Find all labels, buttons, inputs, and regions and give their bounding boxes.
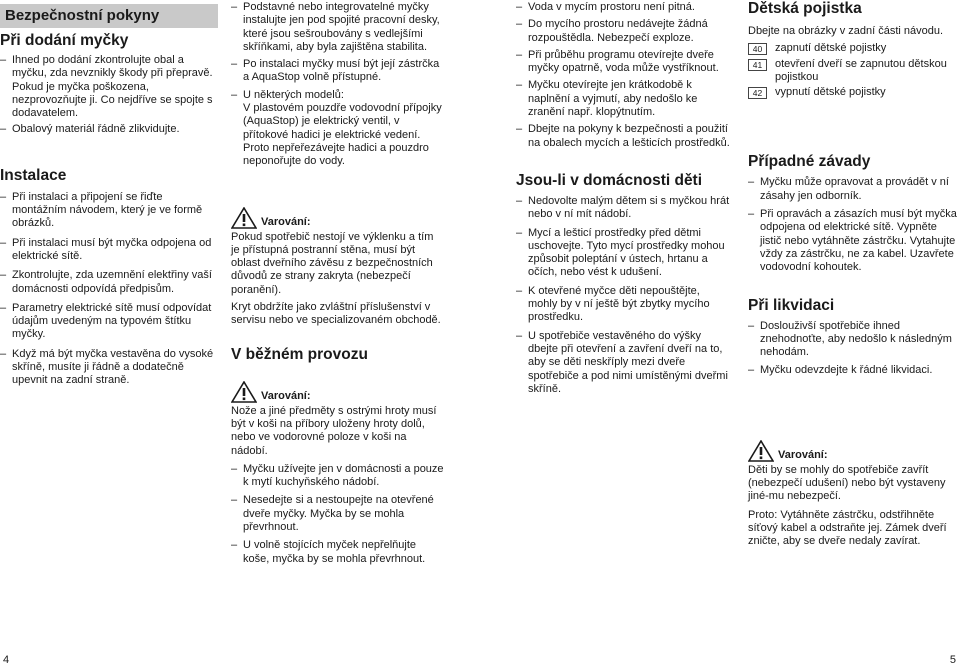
list-item: – Myčku může opravovat a provádět v ní zásahy jen odborník.	[748, 176, 959, 203]
list-item: – Parametry elektrické sítě musí odpovídat údajům uvedeným na typovém štítku myčky.	[0, 302, 218, 342]
list-item: – Podstavné nebo integrovatelné myčky instalujte jen pod spojité pracovní desky, které jsou sešroubovány s vedlejšími skříňkami, aby byla zajištěna stabilita.	[231, 1, 444, 54]
list-item: – Když má být myčka vestavěna do vysoké skříně, musíte ji řádně a dodatečně upevnit na zadní straně.	[0, 348, 218, 388]
list-item: – Obalový materiál řádně zlikvidujte.	[0, 123, 218, 136]
column-2	[231, 0, 444, 566]
warning-label: Varování:	[778, 448, 828, 461]
list-item: – Voda v mycím prostoru není pitná.	[516, 1, 730, 14]
delivery-heading: Při dodání myčky	[0, 32, 129, 49]
list-item: – U volně stojících myček nepřelňujte koše, myčka by se mohla převrhnout.	[231, 539, 444, 566]
list-item: – Při průběhu programu otevírejte dveře myčky opatrně, voda může vystříknout.	[516, 49, 730, 76]
list-item: – Myčku užívejte jen v domácnosti a pouze k mytí kuchyňského nádobí.	[231, 463, 444, 490]
children-list	[516, 195, 730, 396]
figure-number: 41	[748, 59, 767, 71]
list-item: – Do mycího prostoru nedávejte žádná rozpouštědla. Nebezpečí exploze.	[516, 18, 730, 45]
child-lock-intro: Dbejte na obrázky v zadní části návodu.	[748, 25, 944, 37]
page-number-right: 5	[949, 654, 956, 666]
figure-reference	[748, 58, 959, 85]
list-item: – Nesedejte si a nestoupejte na otevřené dveře myčky. Myčka by se mohla převrhnout.	[231, 494, 444, 534]
list-item: – Myčku odevzdejte k řádné likvidaci.	[748, 364, 959, 377]
children-heading: Jsou-li v domácnosti děti	[516, 171, 703, 189]
warning-header	[231, 205, 444, 229]
column-3	[516, 0, 730, 396]
install-heading: Instalace	[0, 166, 67, 184]
installation-continued-list	[231, 1, 444, 169]
install-list	[0, 191, 218, 388]
list-item: – K otevřené myčce děti nepouštějte, mohly by v ní ještě být zbytky mycího prostředku.	[516, 285, 730, 325]
warning-text-2: Proto: Vytáhněte zástrčku, odstřihněte síťový kabel a odstraňte jej. Zámek dveří zničte, aby se dveře nedaly zavírat.	[748, 508, 947, 548]
child-lock-refs	[748, 42, 959, 99]
disposal-heading: Při likvidaci	[748, 296, 835, 314]
faults-heading: Případné závady	[748, 153, 871, 171]
normal-operation-heading: V běžném provozu	[231, 345, 368, 363]
warning-text: Nože a jiné předměty s ostrými hroty musí být v koši na příbory uloženy hroty dolů, nebo ve vodorovné poloze v koši na nádobí.	[231, 404, 437, 457]
delivery-list	[0, 54, 218, 137]
list-item: – Myčku otevírejte jen krátkodobě k naplnění a vyjmutí, aby nedošlo ke zranění např. klopýtnutím.	[516, 79, 730, 119]
column-4	[748, 0, 959, 549]
page-number-left: 4	[3, 654, 10, 666]
section-title-bar: Bezpečnostní pokyny	[0, 4, 218, 28]
list-item: – Při instalaci musí být myčka odpojena od elektrické sítě.	[0, 237, 218, 264]
warning-text-2: Kryt obdržíte jako zvláštní příslušenství v servisu nebo ve specializovaném obchodě.	[231, 301, 441, 327]
column-1	[0, 0, 218, 388]
list-item: – U některých modelů: V plastovém pouzdře vodovodní přípojky (AquaStop) je elektrický ventil, v přítokové hadici je elektrické vedení. Proto nepřeřezávejte hadici a pouzdro neponořujte do vody.	[231, 89, 444, 169]
list-item: – Dbejte na pokyny k bezpečnosti a použití na obalech mycích a lešticích prostředků.	[516, 123, 730, 150]
warning-triangle-icon	[748, 440, 774, 462]
child-lock-heading: Dětská pojistka	[748, 0, 862, 17]
warning-label: Varování:	[261, 389, 311, 402]
operation-continued-list	[516, 1, 730, 150]
warning-triangle-icon	[231, 381, 257, 403]
list-item: – Ihned po dodání zkontrolujte obal a myčku, zda nevznikly škody při přepravě. Pokud je myčka poškozena, nezprovozňujte ji. Co nejdříve se spojte s dodavatelem.	[0, 54, 218, 120]
warning-text: Pokud spotřebič nestojí ve výklenku a tím je přístupná postranní stěna, musí být oblast dveřního závěsu z bezpečnostních důvodů ze strany zakryta (nebezpečí poranění).	[231, 230, 434, 296]
warning-header	[748, 438, 959, 462]
figure-number: 42	[748, 87, 767, 99]
warning-label: Varování:	[261, 215, 311, 228]
faults-list	[748, 176, 959, 274]
list-item: – Po instalaci myčky musí být její zástrčka a AquaStop volně přístupné.	[231, 58, 444, 85]
disposal-list	[748, 320, 959, 378]
figure-reference-text: otevření dveří se zapnutou dětskou pojistkou	[775, 57, 947, 83]
warning-text: Děti by se mohly do spotřebiče zavřít (nebezpečí udušení) nebo být vystaveny jiné-mu nebezpečí.	[748, 463, 946, 503]
warning-header	[231, 379, 444, 403]
warning-triangle-icon	[231, 207, 257, 229]
list-item: – Zkontrolujte, zda uzemnění elektřiny vaší domácnosti odpovídá předpisům.	[0, 269, 218, 296]
figure-reference-text: zapnutí dětské pojistky	[775, 42, 887, 55]
figure-reference	[748, 42, 959, 55]
figure-reference	[748, 86, 959, 99]
figure-reference-text: vypnutí dětské pojistky	[775, 86, 886, 99]
normal-operation-list	[231, 463, 444, 566]
list-item: – Při opravách a zásazích musí být myčka odpojena od elektrické sítě. Vypněte jistič nebo vytáhněte zástrčku. Vytahujte vždy za zástrčku, ne za kabel. Uzavřete vodovodní kohoutek.	[748, 208, 959, 274]
list-item: – Doslouživší spotřebiče ihned znehodnoťte, aby nedošlo k následným nehodám.	[748, 320, 959, 360]
list-item: – Při instalaci a připojení se řiďte montážním návodem, který je ve formě obrázků.	[0, 191, 218, 231]
list-item: – Mycí a lešticí prostředky před dětmi uschovejte. Tyto mycí prostředky mohou způsobit poleptání v ústech, hrtanu a očích, nebo vést k udušení.	[516, 227, 730, 280]
list-item: – U spotřebiče vestavěného do výšky dbejte při otevření a zavření dveří na to, aby se děti neskříply mezi dveře spotřebiče a pod nimi umístěnými dveřmi skříně.	[516, 330, 730, 396]
list-item: – Nedovolte malým dětem si s myčkou hrát nebo v ní mít nádobí.	[516, 195, 730, 222]
figure-number: 40	[748, 43, 767, 55]
